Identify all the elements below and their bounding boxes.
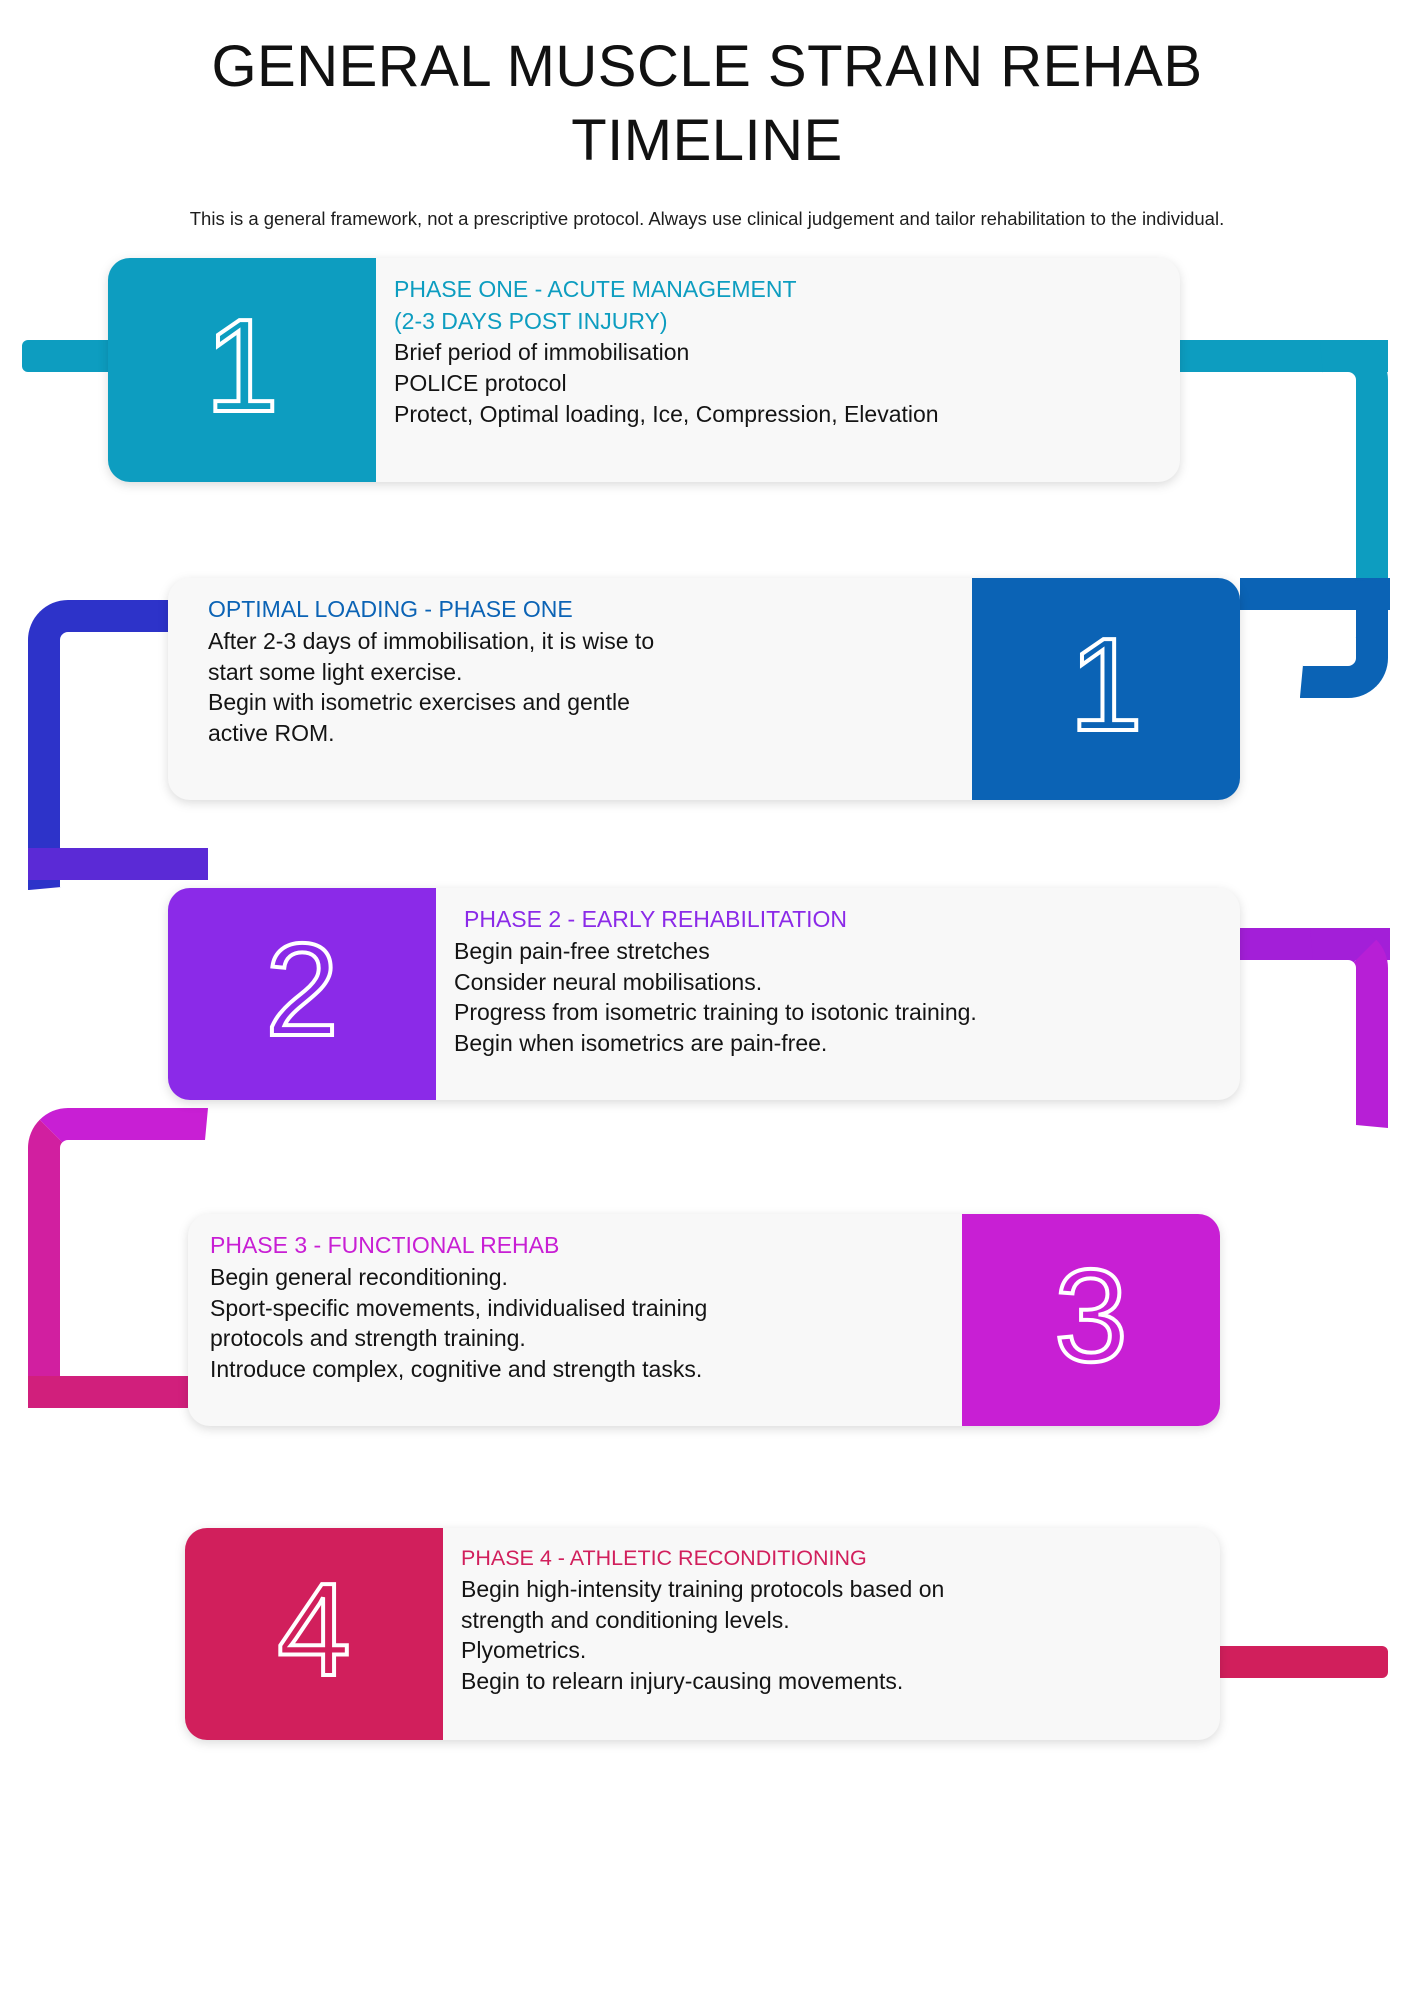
step-4-title: PHASE 4 - ATHLETIC RECONDITIONING xyxy=(461,1546,867,1571)
step-1-line-3: Protect, Optimal loading, Ice, Compression, Elevation xyxy=(394,400,939,427)
step-2-line-2: Consider neural mobilisations. xyxy=(454,968,763,995)
timeline-step-optimal-loading[interactable] xyxy=(168,578,1240,800)
connector-purple-corner xyxy=(1310,928,1388,1128)
connector-magenta-left-bottom xyxy=(28,1376,188,1408)
step-4-line-4: Begin to relearn injury-causing movements. xyxy=(461,1668,904,1695)
page-header xyxy=(0,0,1414,230)
step-1-card xyxy=(376,258,1180,482)
step-3-line-2: Sport-specific movements, individualised training xyxy=(210,1294,708,1321)
step-3-line-3: protocols and strength training. xyxy=(210,1325,526,1352)
step-4-number: 4 xyxy=(277,1556,351,1704)
step-1-title-line-1: PHASE ONE - ACUTE MANAGEMENT xyxy=(394,276,797,303)
timeline-step-4[interactable] xyxy=(185,1528,1220,1740)
step-3-number: 3 xyxy=(1054,1242,1128,1390)
connector-crimson-right xyxy=(1210,1646,1388,1678)
step-1-number: 1 xyxy=(205,292,279,440)
page-title: GENERAL MUSCLE STRAIN REHAB TIMELINE xyxy=(211,34,1203,174)
step-2-card xyxy=(436,888,1240,1100)
step-3-line-1: Begin general reconditioning. xyxy=(210,1263,508,1290)
timeline-step-1[interactable] xyxy=(108,258,1180,482)
timeline-step-3[interactable] xyxy=(188,1214,1220,1426)
step-3-number-badge xyxy=(962,1214,1220,1426)
connector-blue-left-bottom xyxy=(28,848,208,880)
step-2-line-1: Begin pain-free stretches xyxy=(454,937,710,964)
optimal-loading-number: 1 xyxy=(1069,611,1143,759)
step-3-line-4: Introduce complex, cognitive and strength tasks. xyxy=(210,1356,703,1383)
step-3-title: PHASE 3 - FUNCTIONAL REHAB xyxy=(210,1232,560,1259)
optimal-loading-line-2: start some light exercise. xyxy=(208,658,463,685)
step-1-line-2: POLICE protocol xyxy=(394,370,567,396)
optimal-loading-line-4: active ROM. xyxy=(208,720,335,747)
step-2-line-3: Progress from isometric training to isotonic training. xyxy=(454,999,977,1026)
optimal-loading-title: OPTIMAL LOADING - PHASE ONE xyxy=(208,596,573,623)
page-subtitle: This is a general framework, not a prescriptive protocol. Always use clinical judgement and tailor rehabilitation to the individual. xyxy=(189,208,1225,230)
step-4-number-badge xyxy=(185,1528,443,1740)
connector-magenta-left xyxy=(28,1108,208,1408)
rehab-timeline xyxy=(0,248,1414,1928)
step-4-card xyxy=(443,1528,1220,1740)
step-1-line-1: Brief period of immobilisation xyxy=(394,339,690,366)
step-2-title: PHASE 2 - EARLY REHABILITATION xyxy=(464,906,848,933)
step-2-line-4: Begin when isometrics are pain-free. xyxy=(454,1030,828,1057)
step-4-line-1: Begin high-intensity training protocols based on xyxy=(461,1575,945,1602)
step-4-line-3: Plyometrics. xyxy=(461,1637,587,1664)
optimal-loading-line-3: Begin with isometric exercises and gentle xyxy=(208,689,630,716)
step-1-number-badge xyxy=(108,258,376,482)
step-1-title-line-2: (2-3 DAYS POST INJURY) xyxy=(394,307,668,334)
step-3-card xyxy=(188,1214,962,1426)
timeline-step-2[interactable] xyxy=(168,888,1240,1100)
optimal-loading-number-badge xyxy=(972,578,1240,800)
step-2-number: 2 xyxy=(265,916,339,1064)
optimal-loading-card xyxy=(168,578,972,800)
connector-blue-corner-right xyxy=(1300,578,1388,698)
step-4-line-2: strength and conditioning levels. xyxy=(461,1606,790,1633)
step-2-number-badge xyxy=(168,888,436,1100)
optimal-loading-line-1: After 2-3 days of immobilisation, it is wise to xyxy=(208,627,655,654)
